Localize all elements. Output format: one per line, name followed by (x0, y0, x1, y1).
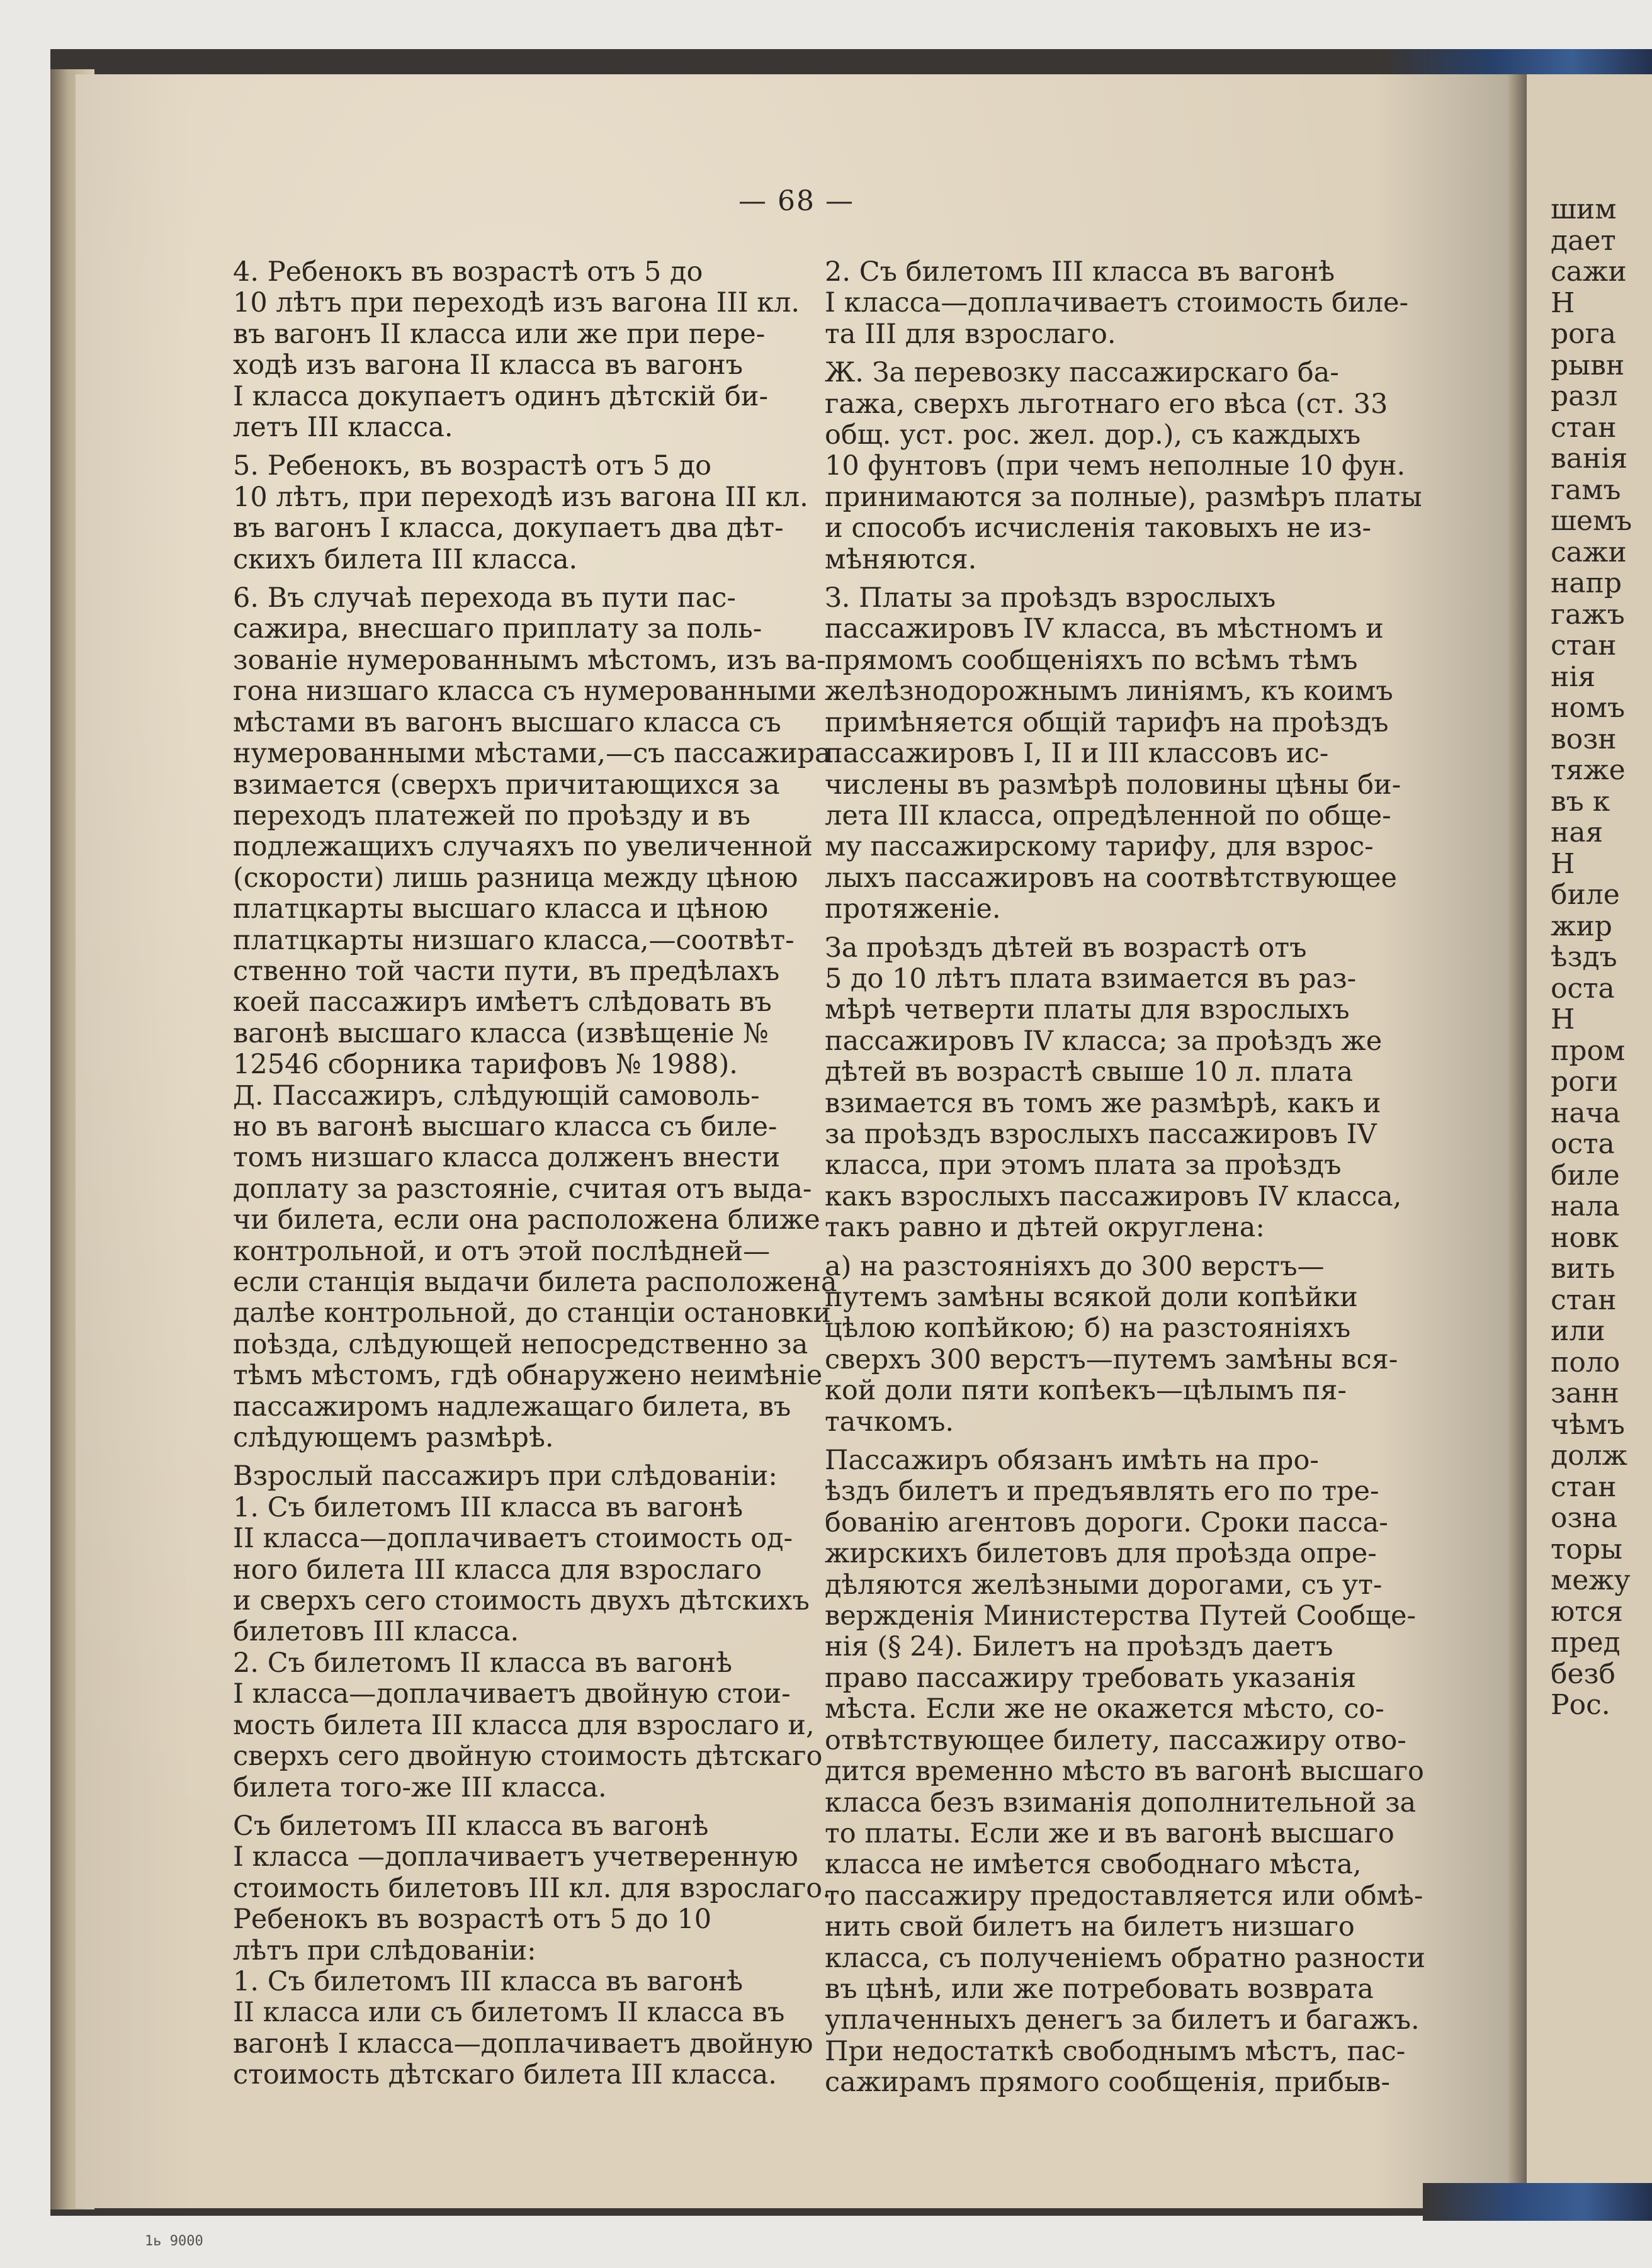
text-line: за проѣздъ взрослыхъ пассажировъ IV (825, 1118, 1377, 1150)
next-page-line: гамъ (1551, 473, 1621, 506)
text-line: дѣляются желѣзными дорогами, съ ут- (825, 1569, 1383, 1601)
text-line: далѣе контрольной, до станціи остановки (233, 1297, 831, 1329)
next-page-line: пром (1551, 1034, 1626, 1067)
text-line: дится временно мѣсто въ вагонѣ высшаго (825, 1756, 1424, 1788)
text-line: платцкарты низшаго класса,—соотвѣт- (233, 924, 795, 956)
text-line: Съ билетомъ III класса въ вагонѣ (233, 1810, 709, 1842)
text-line: 4. Ребенокъ въ возрастѣ отъ 5 до (233, 256, 703, 288)
text-line: тачкомъ. (825, 1406, 954, 1438)
text-line: гона низшаго класса съ нумерованными (233, 675, 817, 708)
text-line: 2. Съ билетомъ III класса въ вагонѣ (825, 256, 1335, 288)
text-line: гажа, сверхъ льготнаго его вѣса (ст. 33 (825, 388, 1388, 420)
text-line: билета того-же III класса. (233, 1771, 607, 1803)
text-line: пассажиромъ надлежащаго билета, въ (233, 1391, 791, 1423)
next-page-line: номъ (1551, 692, 1626, 724)
next-page-line: пред (1551, 1627, 1621, 1659)
text-line: коей пассажиръ имѣетъ слѣдовать въ (233, 986, 772, 1018)
next-page-line: возн (1551, 723, 1617, 755)
text-line: скихъ билета III класса. (233, 543, 578, 575)
text-line: жирскихъ билетовъ для проѣзда опре- (825, 1538, 1377, 1570)
text-line: За проѣздъ дѣтей въ возрастѣ отъ (825, 932, 1307, 964)
text-line: сажира, внесшаго приплату за поль- (233, 613, 762, 645)
text-line: 6. Въ случаѣ перехода въ пути пас- (233, 582, 736, 614)
text-line: принимаются за полные), размѣръ платы (825, 481, 1422, 513)
text-line: кой доли пяти копѣекъ—цѣлымъ пя- (825, 1375, 1347, 1407)
text-line: ходѣ изъ вагона II класса въ вагонъ (233, 349, 744, 381)
text-line: пассажировъ IV класса, въ мѣстномъ и (825, 613, 1384, 645)
text-line: какъ взрослыхъ пассажировъ IV класса, (825, 1180, 1402, 1212)
text-line: доплату за разстояніе, считая отъ выда- (233, 1173, 812, 1205)
text-line: летъ III класса. (233, 412, 453, 444)
text-line: (скорости) лишь разница между цѣною (233, 862, 798, 894)
next-page-line: ются (1551, 1595, 1624, 1628)
text-line: цѣлою копѣйкою; б) на разстояніяхъ (825, 1312, 1351, 1345)
text-line: контрольной, и отъ этой послѣдней— (233, 1235, 771, 1267)
text-line: въ цѣнѣ, или же потребовать возврата (825, 1973, 1374, 2005)
next-page-line: гажъ (1551, 598, 1625, 631)
text-line: та III для взрослаго. (825, 318, 1116, 350)
text-line: I класса—доплачиваетъ стоимость биле- (825, 287, 1408, 319)
text-line: сажирамъ прямого сообщенія, прибыв- (825, 2067, 1391, 2099)
text-line: Ж. За перевозку пассажирскаго ба- (825, 357, 1339, 389)
text-line: въ вагонъ II класса или же при пере- (233, 318, 766, 350)
text-line: стоимость билетовъ III кл. для взрослаго. (233, 1872, 831, 1904)
text-line: 1. Съ билетомъ III класса въ вагонѣ (233, 1965, 744, 1997)
text-line: мѣрѣ четверти платы для взрослыхъ (825, 994, 1350, 1026)
text-line: ственно той части пути, въ предѣлахъ (233, 955, 780, 987)
text-line: 10 лѣтъ при переходѣ изъ вагона III кл. (233, 287, 800, 319)
printer-mark: 1ь 9000 (145, 2233, 203, 2249)
text-line: взимается въ томъ же размѣрѣ, какъ и (825, 1087, 1381, 1119)
text-line: I класса—доплачиваетъ двойную стои- (233, 1678, 791, 1710)
next-page-line: торы (1551, 1533, 1623, 1566)
next-page-line: нача (1551, 1097, 1621, 1129)
text-line: тѣмъ мѣстомъ, гдѣ обнаружено неимѣніе (233, 1360, 823, 1392)
left-text-column (233, 257, 859, 2091)
text-line: 1. Съ билетомъ III класса въ вагонѣ (233, 1491, 744, 1523)
text-line: билетовъ III класса. (233, 1616, 519, 1648)
text-line: нить свой билетъ на билетъ низшаго (825, 1911, 1355, 1943)
text-line: I класса докупаетъ одинъ дѣтскій би- (233, 380, 769, 412)
text-line: II класса или съ билетомъ II класса въ (233, 1997, 785, 2029)
next-page-line: биле (1551, 879, 1620, 911)
text-line: сверхъ сего двойную стоимость дѣтскаго (233, 1740, 823, 1773)
next-page-line: межу (1551, 1564, 1631, 1596)
text-line: мѣста. Если же не окажется мѣсто, со- (825, 1693, 1384, 1725)
book-page (76, 74, 1517, 2249)
text-line: примѣняется общій тарифъ на проѣздъ (825, 706, 1389, 738)
text-line: класса, при этомъ плата за проѣздъ (825, 1149, 1342, 1182)
next-page-line: Рос. (1551, 1689, 1610, 1721)
text-line: и способъ исчисленія таковыхъ не из- (825, 512, 1372, 544)
text-line: взимается (сверхъ причитающихся за (233, 769, 780, 801)
text-line: мость билета III класса для взрослаго и, (233, 1709, 815, 1741)
text-line: уплаченныхъ денегъ за билетъ и багажъ. (825, 2004, 1420, 2036)
text-line: томъ низшаго класса долженъ внести (233, 1142, 781, 1174)
text-line: 5 до 10 лѣтъ плата взимается въ раз- (825, 962, 1357, 995)
text-line: лета III класса, опредѣленной по обще- (825, 799, 1391, 832)
next-page-line: оста (1551, 972, 1615, 1005)
page-number: — 68 — (738, 185, 854, 217)
text-line: а) на разстояніяхъ до 300 верстъ— (825, 1250, 1325, 1282)
right-text-column (825, 257, 1454, 2099)
binding-cloth-bottom (1423, 2183, 1652, 2221)
next-page-line: стан (1551, 629, 1617, 662)
text-line: числены въ размѣрѣ половины цѣны би- (825, 769, 1401, 801)
text-line: вагонѣ высшаго класса (извѣщеніе № (233, 1017, 769, 1049)
text-line: то платы. Если же и въ вагонѣ высшаго (825, 1817, 1395, 1849)
next-page-line: сажи (1551, 256, 1627, 288)
text-line: му пассажирскому тарифу, для взрос- (825, 831, 1374, 863)
text-line: то пассажиру предоставляется или обмѣ- (825, 1880, 1423, 1912)
text-line: вагонѣ I класса—доплачиваетъ двойную (233, 2028, 813, 2060)
text-line: 12546 сборника тарифовъ № 1988). (233, 1049, 738, 1081)
next-page-line: нія (1551, 660, 1596, 693)
next-page-line: тяже (1551, 754, 1626, 786)
text-line: зованіе нумерованнымъ мѣстомъ, изъ ва- (233, 644, 826, 676)
text-line: ѣздъ билетъ и предъявлять его по тре- (825, 1475, 1379, 1508)
next-page-line: дает (1551, 224, 1616, 257)
text-line: если станція выдачи билета расположена (233, 1267, 837, 1298)
next-page-line: безб (1551, 1657, 1616, 1690)
next-page-line: долж (1551, 1440, 1628, 1472)
text-line: такъ равно и дѣтей округлена: (825, 1212, 1265, 1244)
next-page-line: ѣздъ (1551, 941, 1617, 973)
text-line: лѣтъ при слѣдованіи: (233, 1934, 536, 1966)
text-line: и сверхъ сего стоимость двухъ дѣтскихъ (233, 1585, 810, 1617)
text-line: мѣстами въ вагонъ высшаго класса съ (233, 706, 781, 738)
text-line: переходъ платежей по проѣзду и въ (233, 799, 750, 832)
next-page-line: биле (1551, 1159, 1620, 1192)
next-page-line: роги (1551, 1066, 1619, 1098)
next-page-line: поло (1551, 1346, 1621, 1379)
text-line: Ребенокъ въ возрастѣ отъ 5 до 10 (233, 1904, 712, 1936)
text-line: Пассажиръ обязанъ имѣть на про- (825, 1445, 1319, 1477)
next-page-line: разл (1551, 380, 1618, 412)
text-line: I класса —доплачиваетъ учетверенную (233, 1841, 798, 1873)
text-line: Д. Пассажиръ, слѣдующій самоволь- (233, 1080, 760, 1112)
text-line: въ вагонъ I класса, докупаетъ два дѣт- (233, 512, 784, 544)
next-page-line: сажи (1551, 536, 1627, 568)
text-line: Взрослый пассажиръ при слѣдованіи: (233, 1460, 778, 1492)
next-page-line: Н (1551, 1003, 1575, 1035)
text-line: класса не имѣется свободнаго мѣста, (825, 1849, 1362, 1881)
next-page-line: напр (1551, 567, 1622, 599)
text-line: 10 лѣтъ, при переходѣ изъ вагона III кл. (233, 481, 808, 513)
text-line: II класса—доплачиваетъ стоимость од- (233, 1523, 793, 1555)
next-page-line: озна (1551, 1502, 1618, 1534)
next-page-line: въ к (1551, 785, 1610, 818)
next-page-line: или (1551, 1315, 1605, 1347)
next-page-line: вить (1551, 1253, 1615, 1285)
next-page-line: Н (1551, 847, 1575, 880)
next-page-line: шим (1551, 193, 1617, 225)
text-line: 2. Съ билетомъ II класса въ вагонѣ (233, 1647, 733, 1679)
next-page-fragment (1527, 74, 1652, 2208)
text-line: платцкарты высшаго класса и цѣною (233, 893, 769, 925)
text-line: отвѣтствующее билету, пассажиру отво- (825, 1724, 1406, 1756)
text-line: вержденія Министерства Путей Сообще- (825, 1600, 1416, 1632)
text-line: 5. Ребенокъ, въ возрастѣ отъ 5 до (233, 450, 712, 482)
next-page-line: шемъ (1551, 505, 1632, 537)
text-line: При недостаткѣ свободнымъ мѣстъ, пас- (825, 2035, 1406, 2067)
text-line: ного билета III класса для взрослаго (233, 1554, 762, 1586)
next-page-line: Н (1551, 286, 1575, 319)
next-page-line: новк (1551, 1221, 1619, 1254)
text-line: протяженіе. (825, 893, 1001, 925)
next-page-line: стан (1551, 411, 1617, 444)
text-line: но въ вагонѣ высшаго класса съ биле- (233, 1110, 778, 1142)
text-line: поѣзда, слѣдующей непосредственно за (233, 1328, 808, 1360)
text-line: общ. уст. рос. жел. дор.), съ каждыхъ (825, 419, 1361, 451)
text-line: подлежащихъ случаяхъ по увеличенной (233, 831, 813, 863)
text-line: желѣзнодорожнымъ линіямъ, къ коимъ (825, 675, 1393, 708)
text-line: путемъ замѣны всякой доли копѣйки (825, 1282, 1358, 1313)
text-line: стоимость дѣтскаго билета III класса. (233, 2059, 777, 2091)
text-line: пассажировъ IV класса; за проѣздъ же (825, 1025, 1383, 1057)
next-page-line: чѣмъ (1551, 1408, 1625, 1441)
next-page-line: ванія (1551, 443, 1628, 475)
text-line: право пассажиру требовать указанія (825, 1662, 1357, 1694)
text-line: нія (§ 24). Билетъ на проѣздъ даетъ (825, 1631, 1333, 1663)
text-line: слѣдующемъ размѣрѣ. (233, 1422, 554, 1454)
text-line: нумерованными мѣстами,—съ пассажира (233, 738, 831, 770)
text-line: прямомъ сообщеніяхъ по всѣмъ тѣмъ (825, 644, 1358, 676)
text-line: бованію агентовъ дороги. Сроки пасса- (825, 1506, 1388, 1538)
text-line: лыхъ пассажировъ на соотвѣтствующее (825, 862, 1398, 894)
next-page-line: нала (1551, 1190, 1620, 1222)
next-page-line: рывн (1551, 349, 1625, 381)
text-line: мѣняются. (825, 543, 977, 575)
next-page-line: стан (1551, 1470, 1617, 1503)
next-page-line: ная (1551, 816, 1604, 849)
next-page-line: стан (1551, 1284, 1617, 1316)
text-line: дѣтей въ возрастѣ свыше 10 л. плата (825, 1056, 1354, 1088)
text-line: З. Платы за проѣздъ взрослыхъ (825, 582, 1276, 614)
next-page-line: занн (1551, 1377, 1619, 1409)
text-line: пассажировъ I, II и III классовъ ис- (825, 738, 1329, 770)
next-page-line: оста (1551, 1128, 1615, 1160)
book-gutter (1508, 74, 1527, 2208)
next-page-line: жир (1551, 910, 1612, 942)
text-line: сверхъ 300 верстъ—путемъ замѣны вся- (825, 1343, 1398, 1375)
text-line: 10 фунтовъ (при чемъ неполные 10 фун. (825, 450, 1406, 482)
text-line: класса безъ взиманія дополнительной за (825, 1786, 1417, 1819)
text-line: чи билета, если она расположена ближе (233, 1204, 820, 1236)
next-page-line: рога (1551, 318, 1616, 350)
text-line: класса, съ полученіемъ обратно разности (825, 1942, 1426, 1974)
